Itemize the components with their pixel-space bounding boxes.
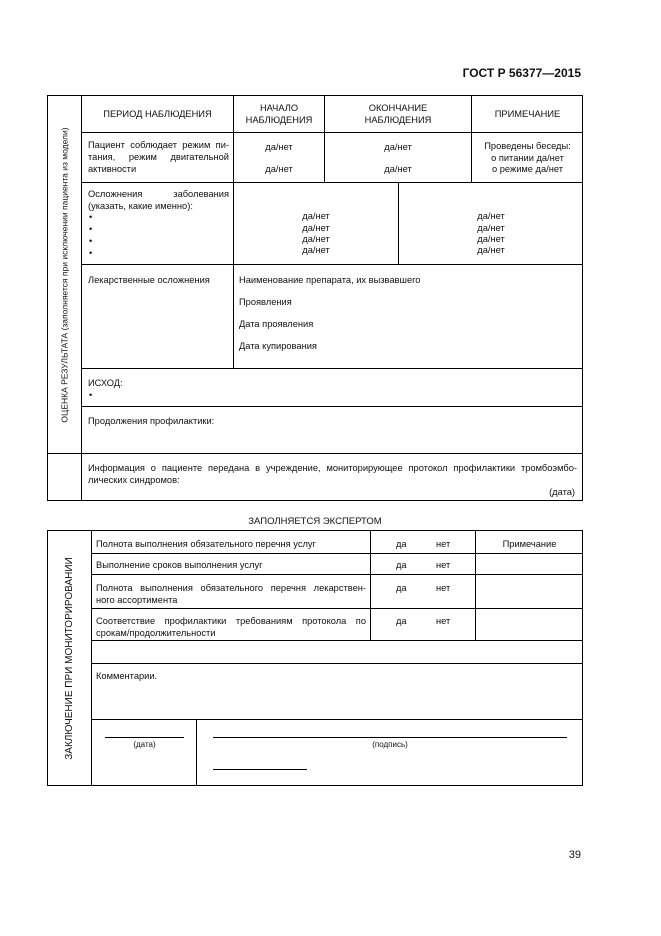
complications-bullet: • [89, 212, 93, 222]
monitoring-side-label-cell [48, 531, 91, 785]
complications-start-value: да/нет [302, 245, 330, 255]
complications-start-value: да/нет [302, 223, 330, 233]
regime-start-2: да/нет [265, 164, 293, 174]
drug-manifestation-date-field: Дата проявления [239, 319, 314, 329]
regime-start-1: да/нет [265, 142, 293, 152]
regime-label-line3: активности [88, 164, 137, 174]
complications-bullet: • [89, 248, 93, 258]
header-start-line2: НАБЛЮДЕНИЯ [245, 115, 313, 125]
criterion-no: нет [436, 616, 451, 626]
criterion-yes: да [396, 560, 407, 570]
drug-complications-label: Лекарственные осложнения [88, 275, 210, 285]
criterion-label: Полнота выполнения обязательного перечня лекарствен- [96, 583, 366, 593]
signature-caption: (подпись) [372, 740, 408, 749]
criterion-label: Соответствие профилактики требованиям протокола по [96, 616, 366, 626]
criterion-no: нет [436, 560, 451, 570]
complications-end-value: да/нет [477, 234, 505, 244]
criterion-yes: да [396, 539, 407, 549]
note-column-header: Примечание [502, 539, 557, 549]
outcome-label: ИСХОД: [88, 378, 123, 388]
criterion-yes: да [396, 583, 407, 593]
signature-line [213, 737, 567, 738]
criterion-label-cont: ного ассортимента [96, 595, 178, 605]
drug-manifestations-field: Проявления [239, 297, 292, 307]
comments-label: Комментарии. [96, 671, 158, 681]
criterion-yes: да [396, 616, 407, 626]
evaluation-side-label-cell [48, 96, 81, 453]
criterion-label: Выполнение сроков выполнения услуг [96, 560, 263, 570]
evaluation-side-label: ОЦЕНКА РЕЗУЛЬТАТА (заполняется при исключении пациента из модели) [59, 126, 70, 423]
regime-note-3: о режиме да/нет [492, 164, 563, 174]
complications-label-line1: Осложнения заболевания [88, 189, 229, 199]
regime-note-2: о питании да/нет [491, 153, 564, 163]
continuation-label: Продолжения профилактики: [88, 416, 215, 426]
regime-end-2: да/нет [384, 164, 412, 174]
info-text-line1: Информация о пациенте передана в учреждение, мониторирующее протокол профилактики тромбоэмбо- [88, 463, 577, 473]
extra-line [213, 769, 307, 770]
document-code: ГОСТ Р 56377—2015 [462, 66, 581, 80]
drug-name-field: Наименование препарата, их вызвавшего [239, 275, 421, 285]
complications-end-value: да/нет [477, 211, 505, 221]
outcome-bullet: • [89, 390, 93, 400]
complications-end-value: да/нет [477, 245, 505, 255]
info-date-caption: (дата) [549, 487, 575, 497]
drug-relief-date-field: Дата купирования [239, 341, 317, 351]
criterion-no: нет [436, 539, 451, 549]
header-period: ПЕРИОД НАБЛЮДЕНИЯ [103, 109, 212, 119]
header-start-line1: НАЧАЛО [259, 103, 299, 113]
date-line [105, 737, 184, 738]
regime-end-1: да/нет [384, 142, 412, 152]
header-note: ПРИМЕЧАНИЕ [494, 109, 561, 119]
regime-label-line2: тания, режим двигательной [88, 152, 229, 162]
monitoring-side-label: ЗАКЛЮЧЕНИЕ ПРИ МОНИТОРИРОВАНИИ [64, 556, 75, 760]
expert-heading: ЗАПОЛНЯЕТСЯ ЭКСПЕРТОМ [248, 516, 382, 527]
criterion-label-cont: срокам/продолжительности [96, 628, 216, 638]
info-text-line2: лических синдромов: [88, 475, 180, 485]
header-end-line2: НАБЛЮДЕНИЯ [364, 115, 432, 125]
complications-start-value: да/нет [302, 234, 330, 244]
complications-start-value: да/нет [302, 211, 330, 221]
complications-label-line2: (указать, какие именно): [88, 201, 193, 211]
complications-bullet: • [89, 224, 93, 234]
criterion-label: Полнота выполнения обязательного перечня услуг [96, 539, 316, 549]
complications-end-value: да/нет [477, 223, 505, 233]
header-end-line1: ОКОНЧАНИЕ [368, 103, 428, 113]
criterion-no: нет [436, 583, 451, 593]
date-caption: (дата) [133, 740, 156, 749]
regime-note-1: Проведены беседы: [484, 141, 571, 151]
complications-bullet: • [89, 236, 93, 246]
regime-label-line1: Пациент соблюдает режим пи- [88, 140, 229, 150]
page-number: 39 [568, 849, 581, 861]
